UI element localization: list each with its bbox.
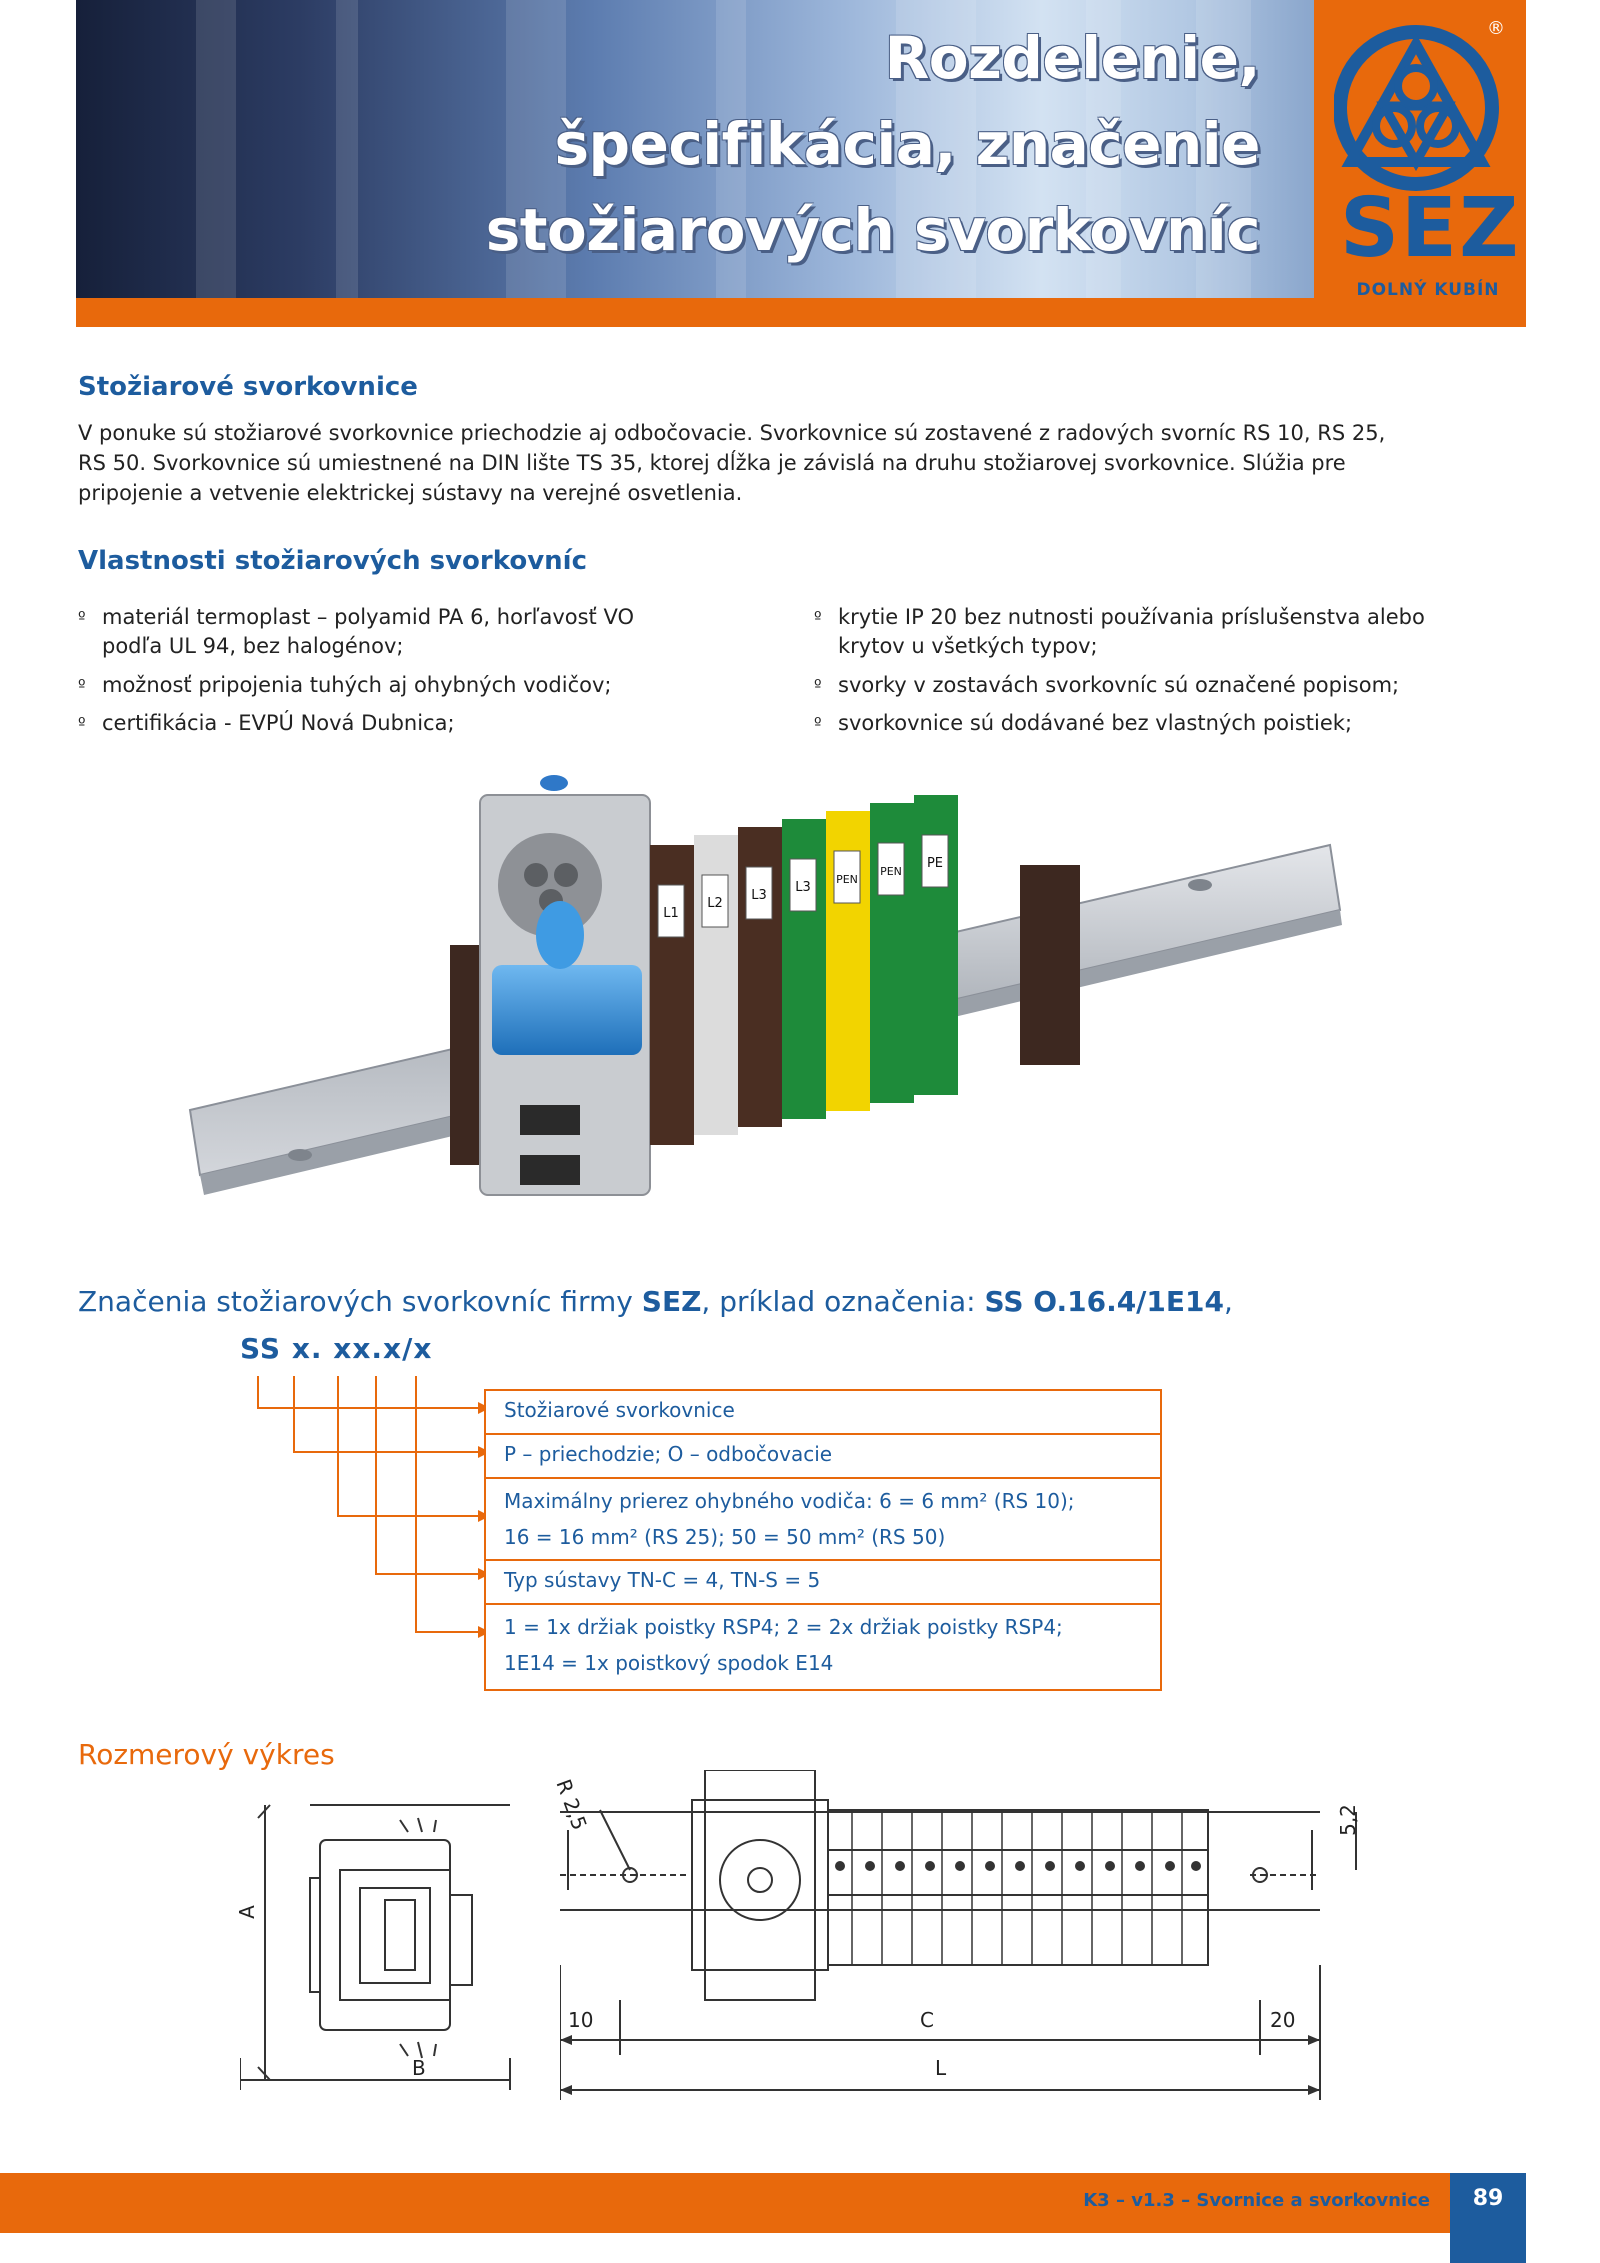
coding-row	[486, 1435, 1160, 1479]
bullet-text: krytie IP 20 bez nutnosti používania príslušenstva alebo	[838, 605, 1425, 629]
coding-row	[486, 1605, 1160, 1689]
coding-heading-example: SS O.16.4/1E14	[984, 1285, 1224, 1318]
page-title-line-1: Rozdelenie,	[884, 24, 1260, 92]
logo-tagline: DOLNÝ KUBÍN	[1356, 280, 1500, 300]
logo-brand: SEZ	[1340, 181, 1521, 276]
header-orange-bar	[76, 298, 1526, 327]
dimension-label-20: 20	[1270, 2008, 1296, 2032]
paragraph-line: V ponuke sú stožiarové svorkovnice priechodzie aj odbočovacie. Svorkovnice sú zostavené z radových svorníc RS 10, RS 25,	[78, 421, 1386, 445]
section-heading-stoziarove-svorkovnice: Stožiarové svorkovnice	[78, 372, 418, 402]
terminal-label: L3	[795, 880, 811, 895]
bullet-item-continued	[814, 632, 1514, 662]
coding-row-text: Maximálny prierez ohybného vodiča: 6 = 6 mm² (RS 10);	[504, 1489, 1075, 1513]
end-clamp-right	[1020, 865, 1080, 1065]
coding-row-text: 1E14 = 1x poistkový spodok E14	[504, 1651, 834, 1675]
page-number: 89	[1472, 2186, 1504, 2211]
bullet-item	[78, 671, 778, 701]
bullet-text: krytov u všetkých typov;	[838, 634, 1098, 658]
coding-heading	[78, 1285, 1233, 1318]
paragraph-line: RS 50. Svorkovnice sú umiestnené na DIN lište TS 35, ktorej dĺžka je závislá na druhu stožiarovej svorkovnice. Slúžia pre	[78, 451, 1346, 475]
coding-row-text: P – priechodzie; O – odbočovacie	[504, 1442, 833, 1466]
terminal-label: L3	[751, 888, 767, 903]
dimension-label-b: B	[412, 2056, 426, 2080]
bullet-item	[814, 671, 1514, 701]
terminal-label: L1	[663, 906, 679, 921]
terminal-label: PEN	[836, 873, 858, 886]
dimension-label-l: L	[935, 2056, 947, 2080]
coding-row-text: Typ sústavy TN-C = 4, TN-S = 5	[504, 1568, 821, 1592]
coding-row	[486, 1391, 1160, 1435]
bullet-item	[78, 709, 778, 739]
coding-row-text: 1 = 1x držiak poistky RSP4; 2 = 2x držiak poistky RSP4;	[504, 1615, 1063, 1639]
footer-text: K3 – v1.3 – Svornice a svorkovnice	[1083, 2190, 1430, 2211]
dimension-label-height: 5,2	[1335, 1804, 1360, 1836]
coding-row-text: Stožiarové svorkovnice	[504, 1398, 735, 1422]
bullet-text: certifikácia - EVPÚ Nová Dubnica;	[102, 711, 455, 735]
page-title-line-2: špecifikácia, značenie	[554, 110, 1260, 178]
coding-heading-text: ,	[1223, 1285, 1233, 1318]
page-title-line-3: stožiarových svorkovníc	[485, 196, 1260, 264]
blue-fuse-cap	[492, 965, 642, 1055]
bullet-item	[78, 603, 778, 633]
dimension-label-radius: R 2,5	[551, 1776, 592, 1834]
section1-paragraph	[78, 418, 1528, 508]
terminal-label: PEN	[880, 865, 902, 878]
bullet-marker: º	[78, 676, 86, 695]
dimension-label-a: A	[234, 1905, 259, 1919]
terminal-label: L2	[707, 896, 723, 911]
front-view-drawing	[560, 1770, 1380, 2100]
bullet-marker: º	[814, 676, 822, 695]
coding-heading-brand: SEZ	[641, 1285, 702, 1318]
coding-row	[486, 1561, 1160, 1605]
coding-row-text: 16 = 16 mm² (RS 25); 50 = 50 mm² (RS 50)	[504, 1525, 946, 1549]
bullet-marker: º	[78, 714, 86, 733]
bullet-marker: º	[78, 608, 86, 627]
bullet-text: svorky v zostavách svorkovníc sú označené popisom;	[838, 673, 1400, 697]
paragraph-line: pripojenie a vetvenie elektrickej sústavy na verejné osvetlenia.	[78, 481, 743, 505]
product-photo	[180, 775, 1420, 1235]
drawing-heading: Rozmerový výkres	[78, 1738, 335, 1771]
coding-connector-lines	[250, 1370, 490, 1642]
section-heading-vlastnosti: Vlastnosti stožiarových svorkovníc	[78, 546, 587, 576]
coding-heading-text: , príklad označenia:	[701, 1285, 985, 1318]
bullet-text: svorkovnice sú dodávané bez vlastných poistiek;	[838, 711, 1353, 735]
side-view-drawing	[240, 1800, 530, 2090]
registered-mark: ®	[1487, 18, 1505, 39]
terminal-label: PE	[926, 856, 944, 871]
bullet-marker: º	[814, 714, 822, 733]
coding-row	[486, 1479, 1160, 1561]
dimension-label-c: C	[920, 2008, 934, 2032]
bullet-item	[814, 709, 1514, 739]
coding-heading-text: Značenia stožiarových svorkovníc firmy	[78, 1285, 642, 1318]
dimension-label-10: 10	[568, 2008, 594, 2032]
bullet-text: podľa UL 94, bez halogénov;	[102, 634, 404, 658]
bullet-item	[814, 603, 1514, 633]
coding-legend-table	[484, 1389, 1162, 1691]
bullet-text: materiál termoplast – polyamid PA 6, horľavosť VO	[102, 605, 634, 629]
bullet-text: možnosť pripojenia tuhých aj ohybných vodičov;	[102, 673, 612, 697]
coding-pattern: SS x. xx.x/x	[240, 1332, 433, 1365]
bullet-marker: º	[814, 608, 822, 627]
bullet-item-continued	[78, 632, 778, 662]
